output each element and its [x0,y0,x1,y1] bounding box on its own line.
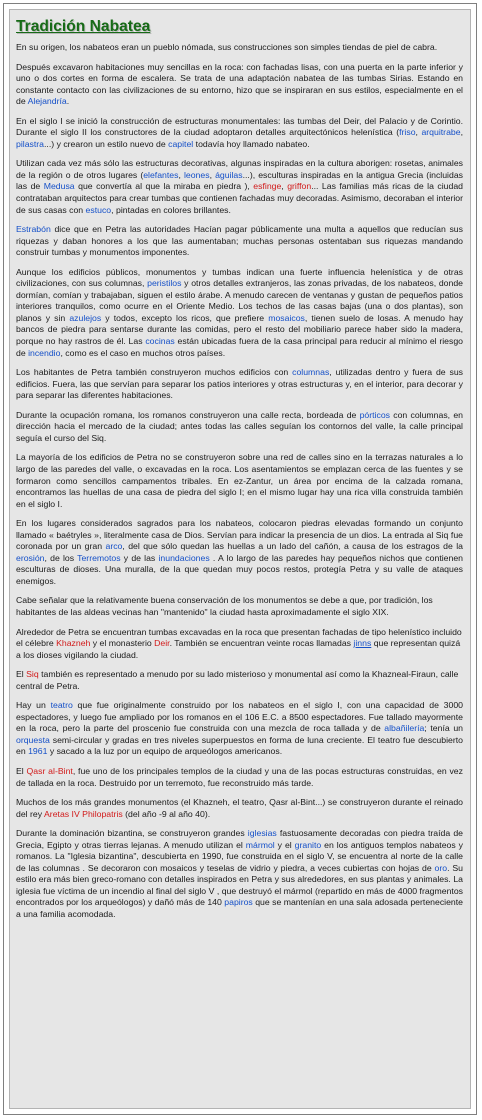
paragraph-text: Hay un [16,700,51,711]
paragraph-2 [16,62,463,108]
paragraph-3 [16,116,463,151]
article-link[interactable]: arquitrabe [421,127,461,138]
paragraph-text: , [460,127,463,138]
article-panel [9,9,471,1109]
paragraph-text: y otros detalles extranjeros, las zonas privadas, de los nabateos, donde dormían, comían y trabajaban, siguen el estilo árabe. A menudo carecen de ventanas y gustan de pequeños patios interiores tranquilos, como ocurre en el Oriente Medio. Los techos de las casas bajas (una o dos plantas), son planos y sin [16,278,464,323]
article-link[interactable]: Khazneh [56,638,91,649]
article-link[interactable]: griffon [287,181,312,192]
paragraph-text: En su origen, los nabateos eran un pueblo nómada, sus construcciones son simples tiendas de piel de cabra. [16,42,438,52]
paragraph-text: , [281,181,288,192]
article-link[interactable]: friso [399,127,416,138]
paragraph-text: . [66,96,70,107]
paragraph-8 [16,410,463,445]
paragraph-text: La mayoría de los edificios de Petra no se construyeron sobre una red de calles sino en la terrazas naturales a lo largo de las paredes del valle, o excavadas en la roca. Los asentamientos se emplazan cerca de las fuentes y se formaron como sencillos campamentos tribales. En ez-Zantur, un área por encima de la calzada romana, encontramos las huellas de una casa de piedra del siglo I; en el mismo lugar hay una rica villa construida también en el siglo I. [16,452,463,509]
paragraph-text: que fue originalmente construido por los nabateos en el siglo I, con una capacidad de 3000 espectadores, y luego fue ampliado por los romanos en el 106 E.C. a 8500 espectadores. Fue tallado mayormente en la roca, pero la parte del proscenio fue construida con una mezcla de roca tallada y de [16,700,463,734]
article-link[interactable]: Deir [154,638,170,649]
article-link[interactable]: pilastra [16,138,45,149]
paragraph-text: y sacado a la luz por un equipo de arqueólogos americanos. [47,746,283,757]
article-link[interactable]: arco [105,541,123,552]
paragraph-10 [16,518,463,587]
paragraph-text: Durante la ocupación romana, los romanos construyeron una calle recta, bordeada de [16,409,360,420]
paragraph-text: . También se encuentran veinte rocas llamadas [169,638,354,649]
paragraph-text: ; tenía un [424,723,463,734]
article-link[interactable]: albañilería [384,723,425,734]
paragraph-text: están ubicadas fuera de la casa principal para reducir al mínimo el riesgo de [16,336,463,358]
article-link[interactable]: leones [183,169,210,180]
paragraph-text: ... Las familias más ricas de la ciudad contrataban arquitectos para crear tumbas que contienen fachadas muy decoradas. Asimismo, decoraban el interior de sus casas con [16,181,463,215]
article-link[interactable]: columnas [292,367,330,378]
article-link[interactable]: granito [294,839,322,850]
article-link[interactable]: iglesias [247,828,277,839]
paragraph-text: En los lugares considerados sagrados para los nabateos, colocaron piedras elevadas formando un conjunto llamado « baétryles », literalmente casa de Dios. Servían para indicar la presencia de un dios. La entrada al Siq fue coronada por un gran [16,518,463,552]
article-link[interactable]: incendio [28,347,61,358]
paragraph-text: que representan quizá a los dioses vigilando la ciudad. [16,638,461,660]
paragraph-text: también es representado a menudo por su lado misterioso y monumental así como la Khazneal-Firaun, calle central de Petra. [16,669,459,691]
paragraph-text: que se mantenían en una sala adosada perteneciente a una familia acomodada. [16,897,463,919]
article-link[interactable]: elefantes [143,169,179,180]
article-link[interactable]: 1961 [28,746,48,757]
article-link[interactable]: capitel [168,138,194,149]
page-frame [3,3,477,1115]
paragraph-text: , [178,169,184,180]
paragraph-12 [16,627,463,662]
paragraph-text: , tienen suelo de losas. A menudo hay bancos de piedra para sentarse durante las comidas, pero el resto del mobiliario parece haber sido la madera, porque no hay rastros de él. Las [16,312,463,347]
paragraph-text: Utilizan cada vez más sólo las estructuras decorativas, algunas inspiradas en la cultura aborigen: rosetas, animales de la región o de otros lugares ( [16,158,463,180]
article-link[interactable]: jinns [353,638,372,649]
article-link[interactable]: Estrabón [16,224,51,235]
paragraph-4 [16,158,463,216]
paragraph-text: , fue uno de los principales templos de la ciudad y una de las pocas estructuras construidas, en vez de tallada en la roca. Destruido por un terremoto, fue reconstruido más tarde. [16,765,463,788]
paragraph-17 [16,828,463,920]
paragraph-text: . Su estilo era más bien greco-romano con detalles inspirados en Petra y sus alrededores, en sus plantas y animales. La iglesia fue víctima de un incendio al final del siglo V , que destruyó el mármol (repartido en más de 4000 fragmentos encontrados por los arqueólogos) y dañó más de 140 [16,862,463,908]
article-link[interactable]: orquesta [16,734,50,745]
paragraph-text: Después excavaron habitaciones muy sencillas en la roca: con fachadas lisas, con una puerta en la parte inferior y uno o dos cortes en forma de escalera. Se trata de una adaptación nabatea de las tumbas Sirias. Estando en constante contacto con las civilizaciones de su entorno, hizo que se inspiraran en sus estilos, especialmente en el de [16,61,463,107]
article-link[interactable]: estuco [85,204,112,215]
article-link[interactable]: pórticos [359,409,391,420]
article-body [16,42,463,921]
paragraph-14 [16,700,463,758]
article-link[interactable]: esfinge [253,181,282,192]
paragraph-11 [16,595,463,618]
article-link[interactable]: Terremotos [77,552,121,563]
paragraph-text: Cabe señalar que la relativamente buena conservación de los monumentos se debe a que, por tradición, los habitantes de las aldeas vecinas han "mantenido" la ciudad hasta aproximadamente el siglo XIX. [16,595,433,617]
article-link[interactable]: águilas [215,169,243,180]
paragraph-7 [16,367,463,402]
page-title: Tradición Nabatea [16,18,151,35]
article-link[interactable]: peristilos [147,278,182,289]
paragraph-text: con columnas, en dirección hacia el mercado de la ciudad; antes todas las calles seguían los contornos del valle, la calle principal seguía el curso del Siq. [16,409,463,443]
paragraph-text: y todos, excepto los ricos, que prefiere [101,312,269,323]
paragraph-text: en los antiguos templos nabateos y romanos. La "Iglesia bizantina", descubierta en 1990, fue construida en el siglo V, se encuentra al norte de la calle de las columnas . Se decoraron con mosaicos y teselas de vidrio y piedra, a veces cubiertas con hojas de [16,839,463,873]
paragraph-6 [16,267,463,359]
article-link[interactable]: mosaicos [268,312,305,323]
article-link[interactable]: Qasr al-Bint [26,765,73,776]
paragraph-text: (del año -9 al año 40). [122,808,211,819]
paragraph-text: Muchos de los más grandes monumentos (el Khazneh, el teatro, Qasr al-Bint...) se construyeron durante el reinado del rey [16,797,463,819]
paragraph-13 [16,669,463,692]
paragraph-text: , utilizadas dentro y fuera de sus edificios. Fuera, las que servían para separar los patios interiores y otras estructuras y, en el interior, para decorar y para separar las diferentes habitaciones. [16,367,464,401]
paragraph-text: , [415,127,422,138]
article-link[interactable]: Medusa [43,181,75,192]
article-link[interactable]: Alejandría [27,96,67,107]
article-link[interactable]: teatro [50,700,73,711]
article-link[interactable]: oro [434,862,448,873]
paragraph-text: y el monasterio [90,638,155,649]
paragraph-text: semi-circular y gradas en tres niveles superpuestos en forma de luna creciente. El teatro fue descubierto en [16,734,463,757]
paragraph-text: , del que sólo quedan las huellas a un lado del cañón, a causa de los estragos de la [122,541,463,552]
paragraph-text: y el [274,839,295,850]
paragraph-text: dice que en Petra las autoridades Hacían pagar públicamente una multa a aquellos que reducían sus riquezas y daban honores a los que las aumentaban; muchas personas ostentaban sus riquezas mandando construir tumbas y monumentos imponentes. [16,224,463,258]
paragraph-text: El [16,765,27,776]
paragraph-text: ...), esculturas inspiradas en la antigua Grecia (incluidas las de [16,169,463,192]
article-link[interactable]: papiros [224,897,253,908]
paragraph-text: Durante la dominación bizantina, se construyeron grandes [16,828,248,839]
paragraph-text: y de las [120,552,159,563]
paragraph-text: . A lo largo de las paredes hay pequeños nichos que contienen esculturas de dioses. Una muralla, de la que quedan muy pocos restos, protegía Petra y su valle de ataques enemigos. [16,552,463,586]
article-link[interactable]: cocinas [145,336,175,347]
paragraph-15 [16,766,463,789]
paragraph-text: El [16,669,27,680]
paragraph-text: Alrededor de Petra se encuentran tumbas excavadas en la roca que presentan fachadas de tipo helenístico incluido el célebre [16,626,462,649]
paragraph-text: ...) y crearon un estilo nuevo de [44,138,169,149]
paragraph-9 [16,452,463,510]
article-link[interactable]: mármol [245,839,275,850]
article-link[interactable]: Aretas IV Philopatris [44,808,123,819]
paragraph-text: todavía hoy llamado nabateo. [193,138,310,149]
paragraph-5 [16,224,463,259]
paragraph-text: fastuosamente decoradas con piedra traída de Grecia, Egipto y otras tierras lejanas. A menudo utilizan el [16,828,463,850]
paragraph-16 [16,797,463,820]
paragraph-text: Los habitantes de Petra también construyeron muchos edificios con [16,367,293,378]
article-link[interactable]: erosión [16,552,45,563]
paragraph-1 [16,42,463,54]
paragraph-text: , pintadas en colores brillantes. [111,204,231,215]
paragraph-text: En el siglo I se inició la construcción de estructuras monumentales: las tumbas del Deir, del Palacio y de Corintio. Durante el siglo II los constructores de la ciudad adoptaron detalles arquitectónicos helenística ( [16,115,463,138]
article-link[interactable]: inundaciones [158,552,210,563]
paragraph-text: , como es el caso en muchos otros países. [60,347,226,358]
paragraph-text: que convertía al que la miraba en piedra ), [74,181,254,192]
paragraph-text: , de los [44,552,78,563]
article-link[interactable]: Siq [26,669,39,680]
paragraph-text: , [209,169,216,180]
article-link[interactable]: azulejos [69,312,102,323]
paragraph-text: Aunque los edificios públicos, monumentos y tumbas indican una fuerte influencia helenística y de otras civilizaciones, con sus columnas, [16,266,463,289]
